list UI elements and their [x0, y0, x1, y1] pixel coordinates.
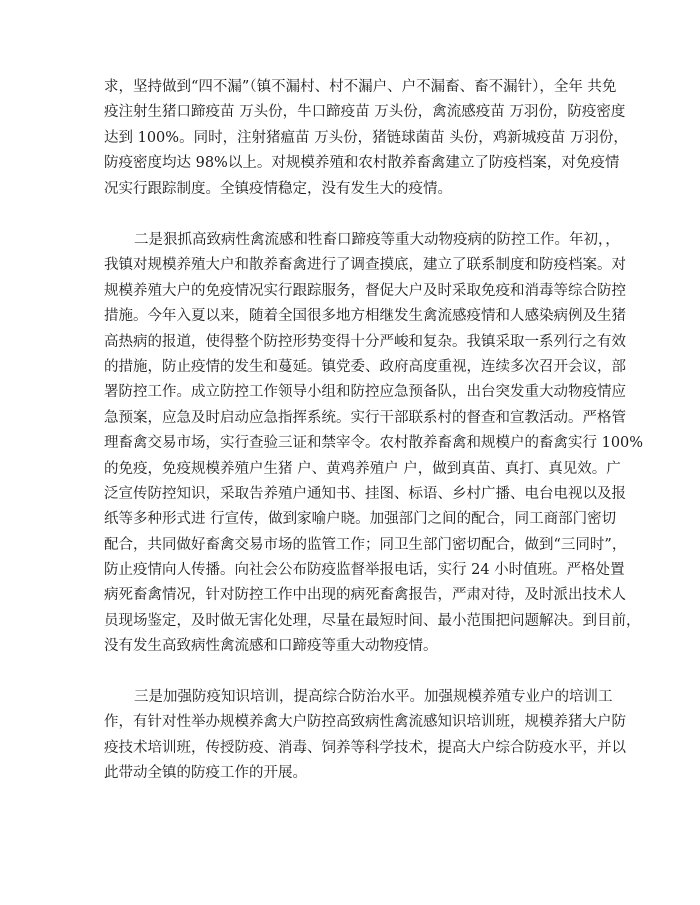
- paragraph-2: [104, 228, 644, 660]
- text-line: 况实行跟踪制度。全镇疫情稳定，没有发生大的疫情。: [104, 180, 452, 197]
- paragraph-3: [104, 685, 626, 787]
- text-line: 疫注射生猪口蹄疫苗 万头份，牛口蹄疫苗 万头份，禽流感疫苗 万羽份，防疫密度: [104, 104, 626, 121]
- text-line: 泛宣传防控知识，采取告养殖户通知书、挂图、标语、乡村广播、电台电视以及报: [104, 485, 626, 502]
- text-line: 急预案，应急及时启动应急指挥系统。实行干部联系村的督查和宣教活动。严格管: [104, 409, 626, 426]
- text-line: 此带动全镇的防疫工作的开展。: [104, 765, 307, 782]
- text-line: 署防控工作。成立防控工作领导小组和防控应急预备队，出台突发重大动物疫情应: [104, 384, 626, 401]
- text-line: 规模养殖大户的免疫情况实行跟踪服务，督促大户及时采取免疫和消毒等综合防控: [104, 282, 626, 299]
- text-line: 的措施，防止疫情的发生和蔓延。镇党委、政府高度重视，连续多次召开会议，部: [104, 358, 626, 375]
- text-line: 配合，共同做好畜禽交易市场的监管工作；同卫生部门密切配合，做到“三同时”，: [104, 536, 627, 553]
- text-line: 二是狠抓高致病性禽流感和牲畜口蹄疫等重大动物疫病的防控工作。年初，，: [134, 232, 620, 248]
- text-line: 的免疫，免疫规模养殖户生猪 户、黄鸡养殖户 户，做到真苗、真打、真见效。广: [104, 460, 621, 477]
- text-line: 员现场鉴定，及时做无害化处理，尽量在最短时间、最小范围把问题解决。到目前，: [104, 612, 641, 629]
- text-line: 没有发生高致病性禽流感和口蹄疫等重大动物疫情。: [104, 638, 438, 655]
- text-line: 三是加强防疫知识培训，提高综合防治水平。加强规模养殖专业户的培训工: [134, 689, 613, 705]
- text-line: 理畜禽交易市场，实行查验三证和禁宰令。农村散养畜禽和规模户的畜禽实行 100%: [104, 435, 644, 452]
- text-line: 防疫密度均达 98%以上。对规模养殖和农村散养畜禽建立了防疫档案，对免疫情: [104, 155, 620, 172]
- text-line: 高热病的报道，使得整个防控形势变得十分严峻和复杂。我镇采取一系列行之有效: [104, 333, 626, 350]
- paragraph-1: [104, 75, 628, 202]
- text-line: 达到 100%。同时，注射猪瘟苗 万头份，猪链球菌苗 头份，鸡新城疫苗 万羽份，: [104, 129, 628, 146]
- text-line: 我镇对规模养殖大户和散养畜禽进行了调查摸底，建立了联系制度和防疫档案。对: [104, 257, 626, 274]
- text-line: 作，有针对性举办规模养禽大户防控高致病性禽流感知识培训班，规模养猪大户防: [104, 714, 626, 731]
- text-line: 病死畜禽情况，针对防控工作中出现的病死畜禽报告，严肃对待，及时派出技术人: [104, 587, 626, 604]
- text-line: 措施。今年入夏以来，随着全国很多地方相继发生禽流感疫情和人感染病例及生猪: [104, 308, 626, 325]
- text-line: 疫技术培训班，传授防疫、消毒、饲养等科学技术，提高大户综合防疫水平，并以: [104, 739, 626, 756]
- text-line: 纸等多种形式进 行宣传，做到家喻户晓。加强部门之间的配合，同工商部门密切: [104, 511, 617, 528]
- text-line: 求，坚持做到“四不漏”（镇不漏村、村不漏户、户不漏畜、畜不漏针），全年 共免: [104, 79, 617, 95]
- text-line: 防止疫情向人传播。向社会公布防疫监督举报电话，实行 24 小时值班。严格处置: [104, 562, 625, 579]
